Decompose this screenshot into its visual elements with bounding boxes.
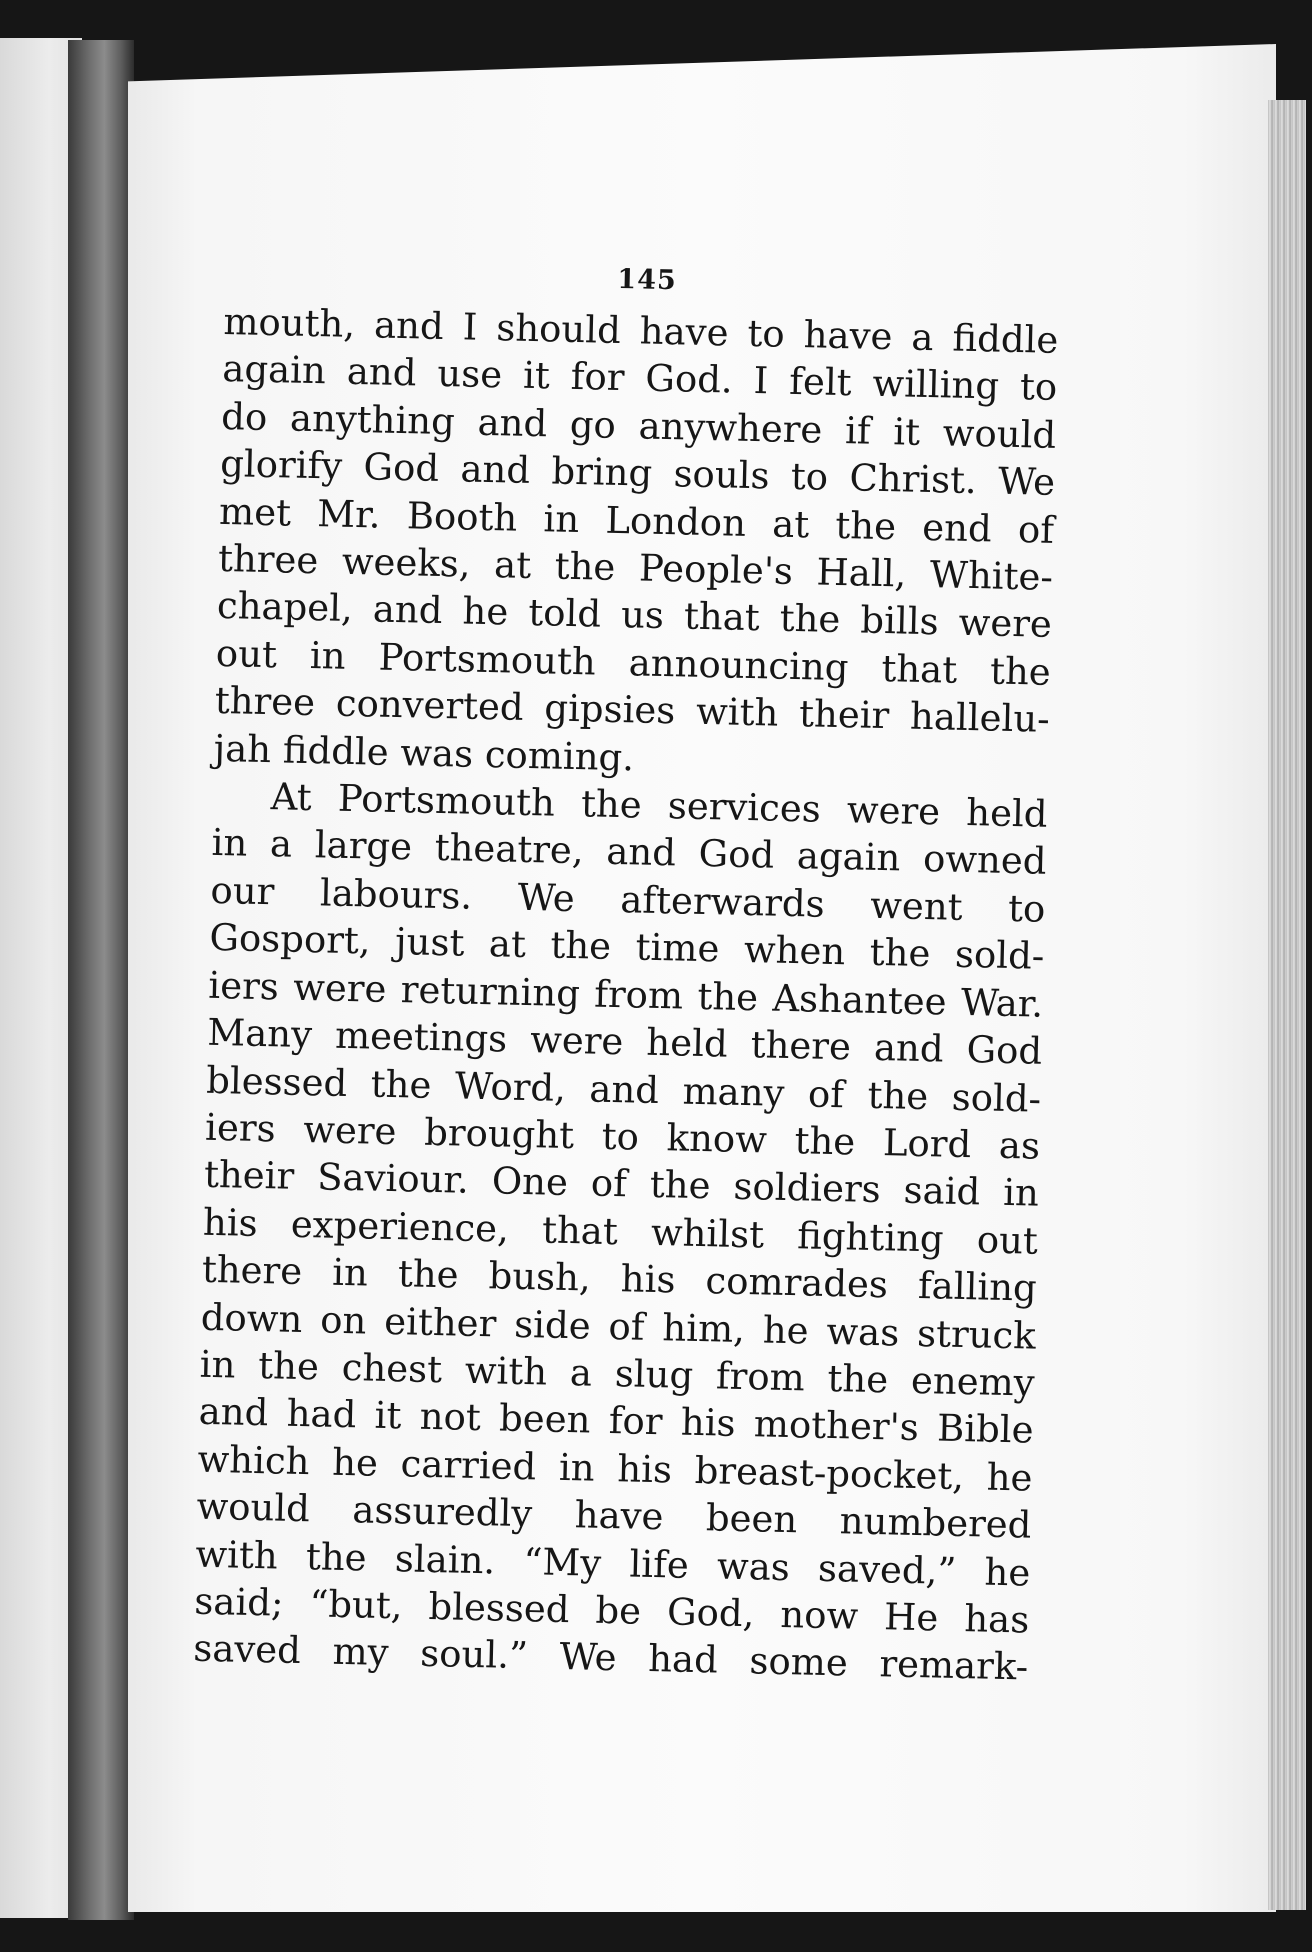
text-line: mouth, and I should have to have a fiddle xyxy=(223,299,1059,362)
page-text-block xyxy=(193,255,1060,1691)
text-line: Many meetings were held there and God xyxy=(206,1010,1043,1073)
text-line: met Mr. Booth in London at the end of xyxy=(218,489,1055,552)
text-line: and had it not been for his mother's Bible xyxy=(198,1390,1035,1452)
text-line: iers were returning from the Ashantee War. xyxy=(207,963,1044,1026)
text-line: saved my soul.” We had some remark- xyxy=(192,1627,1029,1689)
text-line: iers were brought to know the Lord as xyxy=(204,1105,1041,1168)
text-line: out in Portsmouth announcing that the xyxy=(215,631,1052,694)
page-number: 145 xyxy=(617,263,678,297)
text-line: would assuredly have been numbered xyxy=(196,1484,1032,1547)
text-line: jah fiddle was coming. xyxy=(213,726,635,780)
text-line: down on either side of him, he was struck xyxy=(200,1295,1037,1358)
text-line: his experience, that whilst fighting out xyxy=(202,1200,1039,1263)
text-line: Gosport, just at the time when the sold- xyxy=(209,916,1045,979)
text-line: three converted gipsies with their hallelu- xyxy=(214,679,1051,742)
text-line: blessed the Word, and many of the sold- xyxy=(205,1058,1042,1121)
page-edges-stack xyxy=(1268,100,1306,1910)
text-line: again and use it for God. I felt willing to xyxy=(221,347,1058,410)
text-line: glorify God and bring souls to Christ. We xyxy=(219,442,1056,505)
text-line: which he carried in his breast-pocket, he xyxy=(197,1437,1033,1500)
text-line: our labours. We afterwards went to xyxy=(210,868,1046,931)
text-line: three weeks, at the People's Hall, White- xyxy=(217,536,1054,599)
text-line: their Saviour. One of the soldiers said in xyxy=(203,1153,1040,1216)
text-line: in the chest with a slug from the enemy xyxy=(199,1342,1036,1405)
text-line: said; “but, blessed be God, now He has xyxy=(193,1579,1030,1642)
paragraph-first-line: At Portsmouth the services were held xyxy=(270,775,1049,836)
text-line: in a large theatre, and God again owned xyxy=(211,821,1047,884)
text-line: do anything and go anywhere if it would xyxy=(220,394,1057,457)
text-line: with the slain. “My life was saved,” he xyxy=(195,1532,1031,1595)
book-binding-gutter xyxy=(68,40,134,1920)
text-line: chapel, and he told us that the bills were xyxy=(216,584,1053,647)
text-line: there in the bush, his comrades falling xyxy=(201,1247,1038,1310)
